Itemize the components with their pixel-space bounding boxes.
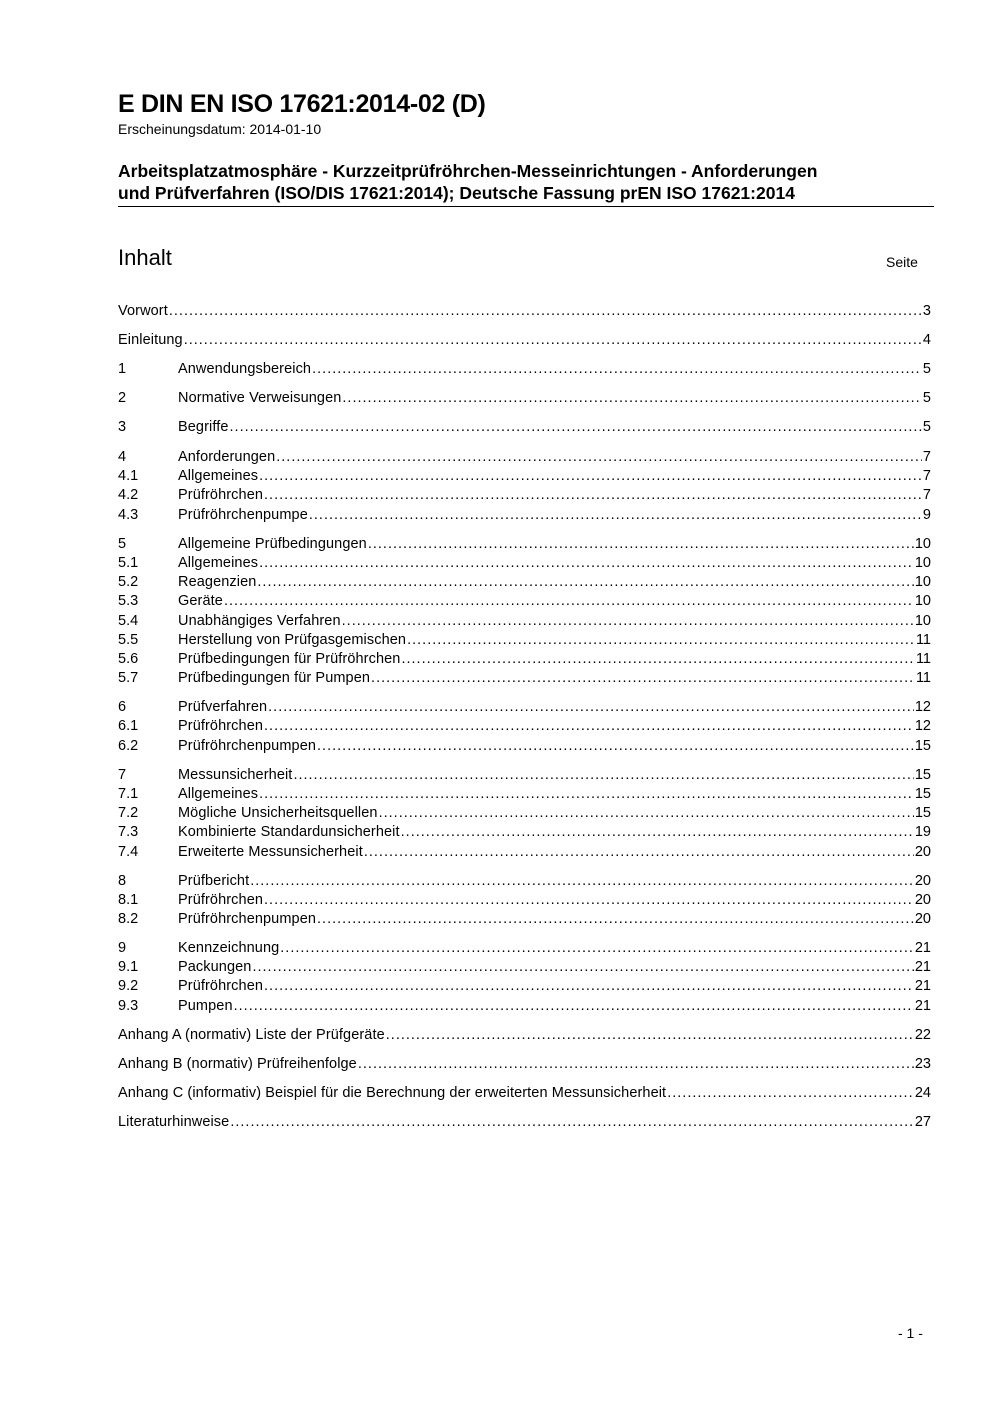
- toc-entry-number: 9.2: [118, 978, 139, 994]
- toc-entry[interactable]: [118, 302, 931, 321]
- toc-entry-page: 11: [915, 651, 931, 667]
- page-number: - 1 -: [898, 1325, 923, 1341]
- toc-entry[interactable]: [118, 535, 931, 554]
- toc-dot-leader: [368, 535, 914, 554]
- toc-entry-page: 15: [914, 767, 931, 783]
- toc-entry-number: 6.2: [118, 738, 139, 754]
- toc-dot-leader: [276, 448, 922, 467]
- document-title: [118, 160, 938, 204]
- toc-dot-leader: [371, 669, 915, 688]
- toc-entry-number: 2: [118, 390, 127, 406]
- toc-entry-label: Packungen: [178, 959, 252, 975]
- toc-dot-leader: [252, 958, 913, 977]
- toc-entry[interactable]: [118, 650, 931, 669]
- document-id: E DIN EN ISO 17621:2014-02 (D): [118, 90, 486, 118]
- toc-dot-leader: [259, 554, 914, 573]
- toc-entry[interactable]: [118, 698, 931, 717]
- toc-entry[interactable]: [118, 448, 931, 467]
- toc-entry-number: 3: [118, 419, 127, 435]
- toc-entry[interactable]: [118, 612, 931, 631]
- toc-entry-number: 5.4: [118, 613, 139, 629]
- toc-dot-leader: [230, 1113, 914, 1132]
- toc-entry-number: 4.2: [118, 487, 139, 503]
- toc-dot-leader: [386, 1026, 914, 1045]
- toc-entry[interactable]: [118, 717, 931, 736]
- toc-dot-leader: [184, 331, 922, 350]
- toc-entry-number: 7.4: [118, 844, 139, 860]
- toc-dot-leader: [293, 766, 913, 785]
- toc-entry-page: 4: [922, 332, 931, 348]
- toc-dot-leader: [358, 1055, 914, 1074]
- toc-entry-page: 9: [922, 507, 931, 523]
- toc-entry[interactable]: [118, 506, 931, 525]
- toc-entry-label: Allgemeines: [178, 468, 259, 484]
- toc-entry-label: Erweiterte Messunsicherheit: [178, 844, 363, 860]
- toc-entry-page: 5: [922, 390, 931, 406]
- toc-entry-page: 10: [914, 593, 931, 609]
- toc-entry[interactable]: [118, 554, 931, 573]
- toc-entry-label: Prüfröhrchenpumpe: [178, 507, 308, 523]
- toc-entry-label: Kombinierte Standardunsicherheit: [178, 824, 400, 840]
- toc-entry-number: 9.1: [118, 959, 139, 975]
- title-divider: [118, 206, 934, 207]
- toc-entry-page: 24: [914, 1085, 931, 1101]
- toc-entry[interactable]: [118, 823, 931, 842]
- toc-entry[interactable]: [118, 486, 931, 505]
- toc-dot-leader: [342, 389, 922, 408]
- toc-entry-page: 15: [914, 738, 931, 754]
- toc-entry-label: Prüfröhrchenpumpen: [178, 911, 317, 927]
- toc-dot-leader: [407, 631, 915, 650]
- toc-entry-page: 21: [914, 998, 931, 1014]
- toc-entry-page: 20: [914, 844, 931, 860]
- toc-dot-leader: [264, 486, 922, 505]
- toc-entry-label: Pumpen: [178, 998, 233, 1014]
- toc-entry-page: 20: [914, 892, 931, 908]
- toc-entry-page: 22: [914, 1027, 931, 1043]
- toc-entry-number: 6.1: [118, 718, 139, 734]
- toc-entry[interactable]: [118, 1055, 931, 1074]
- toc-entry[interactable]: [118, 631, 931, 650]
- toc-entry[interactable]: [118, 958, 931, 977]
- toc-entry-page: 5: [922, 419, 931, 435]
- toc-entry-page: 21: [914, 940, 931, 956]
- toc-entry-page: 10: [914, 555, 931, 571]
- toc-dot-leader: [257, 573, 913, 592]
- toc-dot-leader: [264, 891, 914, 910]
- toc-dot-leader: [224, 592, 914, 611]
- toc-entry-label: Mögliche Unsicherheitsquellen: [178, 805, 378, 821]
- toc-entry-number: 4.1: [118, 468, 139, 484]
- toc-dot-leader: [401, 823, 914, 842]
- toc-dot-leader: [364, 843, 914, 862]
- toc-entry-number: 7.1: [118, 786, 139, 802]
- toc-entry[interactable]: [118, 910, 931, 929]
- toc-entry-page: 11: [915, 670, 931, 686]
- toc-entry[interactable]: [118, 766, 931, 785]
- toc-dot-leader: [379, 804, 914, 823]
- toc-entry-label: Normative Verweisungen: [178, 390, 342, 406]
- toc-dot-leader: [259, 785, 914, 804]
- toc-entry-page: 5: [922, 361, 931, 377]
- toc-entry-number: 9.3: [118, 998, 139, 1014]
- toc-dot-leader: [309, 506, 922, 525]
- toc-entry-label: Prüfröhrchen: [178, 892, 264, 908]
- toc-entry-label: Prüfbedingungen für Prüfröhrchen: [178, 651, 401, 667]
- toc-entry-page: 27: [914, 1114, 931, 1130]
- toc-dot-leader: [259, 467, 922, 486]
- toc-entry-label: Anhang B (normativ) Prüfreihenfolge: [118, 1056, 357, 1072]
- toc-entry[interactable]: [118, 872, 931, 891]
- toc-entry-page: 10: [914, 536, 931, 552]
- toc-entry[interactable]: [118, 785, 931, 804]
- toc-entry-label: Einleitung: [118, 332, 183, 348]
- toc-entry-label: Anwendungsbereich: [178, 361, 312, 377]
- toc-entry-number: 4.3: [118, 507, 139, 523]
- toc-entry-page: 10: [914, 613, 931, 629]
- toc-entry[interactable]: [118, 1113, 931, 1132]
- toc-entry-number: 5.2: [118, 574, 139, 590]
- toc-entry-number: 5.3: [118, 593, 139, 609]
- toc-entry[interactable]: [118, 1026, 931, 1045]
- toc-dot-leader: [317, 737, 914, 756]
- toc-entry-number: 7: [118, 767, 127, 783]
- toc-dot-leader: [250, 872, 914, 891]
- toc-entry[interactable]: [118, 573, 931, 592]
- toc-entry-number: 6: [118, 699, 127, 715]
- toc-dot-leader: [312, 360, 922, 379]
- toc-entry-label: Vorwort: [118, 303, 168, 319]
- toc-entry[interactable]: [118, 331, 931, 350]
- toc-entry-page: 21: [914, 978, 931, 994]
- toc-entry-page: 3: [922, 303, 931, 319]
- toc-entry-number: 5.7: [118, 670, 139, 686]
- toc-entry-number: 8: [118, 873, 127, 889]
- toc-entry[interactable]: [118, 977, 931, 996]
- toc-page-column-label: Seite: [886, 254, 918, 270]
- toc-entry[interactable]: [118, 669, 931, 688]
- toc-entry-label: Prüfröhrchenpumpen: [178, 738, 317, 754]
- toc-entry-page: 23: [914, 1056, 931, 1072]
- toc-entry-label: Kennzeichnung: [178, 940, 280, 956]
- toc-entry-label: Prüfröhrchen: [178, 978, 264, 994]
- document-title-line-2: und Prüfverfahren (ISO/DIS 17621:2014); Deutsche Fassung prEN ISO 17621:2014: [118, 183, 795, 203]
- toc-entry-label: Prüfröhrchen: [178, 487, 264, 503]
- toc-entry-number: 5.1: [118, 555, 139, 571]
- toc-entry-label: Prüfbericht: [178, 873, 250, 889]
- toc-entry-page: 10: [914, 574, 931, 590]
- toc-entry-label: Geräte: [178, 593, 223, 609]
- toc-entry-page: 7: [922, 449, 931, 465]
- toc-entry-label: Prüfbedingungen für Pumpen: [178, 670, 371, 686]
- toc-entry-number: 7.3: [118, 824, 139, 840]
- toc-entry-number: 4: [118, 449, 127, 465]
- toc-entry-label: Reagenzien: [178, 574, 257, 590]
- toc-dot-leader: [264, 977, 914, 996]
- toc-entry-page: 11: [915, 632, 931, 648]
- toc-heading: Inhalt: [118, 245, 172, 270]
- toc-entry-number: 9: [118, 940, 127, 956]
- toc-entry-number: 5: [118, 536, 127, 552]
- toc-entry[interactable]: [118, 939, 931, 958]
- toc-entry-label: Prüfverfahren: [178, 699, 268, 715]
- toc-entry-label: Begriffe: [178, 419, 229, 435]
- toc-entry-label: Anhang C (informativ) Beispiel für die Berechnung der erweiterten Messunsicherheit: [118, 1085, 667, 1101]
- toc-dot-leader: [234, 997, 914, 1016]
- toc-entry-label: Prüfröhrchen: [178, 718, 264, 734]
- toc-entry-label: Literaturhinweise: [118, 1114, 230, 1130]
- toc-entry-label: Allgemeines: [178, 555, 259, 571]
- toc-dot-leader: [342, 612, 914, 631]
- toc-entry-number: 5.5: [118, 632, 139, 648]
- toc-entry-page: 20: [914, 911, 931, 927]
- toc-entry-label: Allgemeines: [178, 786, 259, 802]
- toc-entry[interactable]: [118, 843, 931, 862]
- toc-entry[interactable]: [118, 389, 931, 408]
- toc-dot-leader: [280, 939, 914, 958]
- toc-entry-page: 15: [914, 805, 931, 821]
- toc-entry[interactable]: [118, 997, 931, 1016]
- toc-entry-number: 7.2: [118, 805, 139, 821]
- toc-entry[interactable]: [118, 418, 931, 437]
- toc-entry-page: 19: [914, 824, 931, 840]
- toc-dot-leader: [264, 717, 914, 736]
- toc-entry[interactable]: [118, 804, 931, 823]
- toc-entry[interactable]: [118, 592, 931, 611]
- toc-entry-number: 8.2: [118, 911, 139, 927]
- toc-entry-page: 12: [914, 699, 931, 715]
- toc-entry-label: Allgemeine Prüfbedingungen: [178, 536, 367, 552]
- toc-entry[interactable]: [118, 737, 931, 756]
- toc-entry[interactable]: [118, 1084, 931, 1103]
- toc-entry-label: Herstellung von Prüfgasgemischen: [178, 632, 407, 648]
- toc-entry[interactable]: [118, 360, 931, 379]
- toc-dot-leader: [401, 650, 914, 669]
- toc-entry-number: 5.6: [118, 651, 139, 667]
- toc-entry-label: Anhang A (normativ) Liste der Prüfgeräte: [118, 1027, 385, 1043]
- toc-entry-page: 7: [922, 468, 931, 484]
- toc-entry-number: 8.1: [118, 892, 139, 908]
- toc-entry[interactable]: [118, 891, 931, 910]
- toc-entry-number: 1: [118, 361, 127, 377]
- toc-dot-leader: [667, 1084, 914, 1103]
- publication-date: Erscheinungsdatum: 2014-01-10: [118, 121, 322, 137]
- toc-entry-label: Unabhängiges Verfahren: [178, 613, 341, 629]
- toc-entry-label: Messunsicherheit: [178, 767, 293, 783]
- toc-entry-page: 21: [914, 959, 931, 975]
- toc-entry[interactable]: [118, 467, 931, 486]
- toc-entry-label: Anforderungen: [178, 449, 276, 465]
- toc-dot-leader: [230, 418, 922, 437]
- toc-dot-leader: [169, 302, 922, 321]
- toc-entry-page: 7: [922, 487, 931, 503]
- toc-dot-leader: [268, 698, 914, 717]
- toc-entry-page: 15: [914, 786, 931, 802]
- document-title-line-1: Arbeitsplatzatmosphäre - Kurzzeitprüfröhrchen-Messeinrichtungen - Anforderungen: [118, 161, 818, 181]
- toc-dot-leader: [317, 910, 914, 929]
- toc-entry-page: 12: [914, 718, 931, 734]
- toc-entry-page: 20: [914, 873, 931, 889]
